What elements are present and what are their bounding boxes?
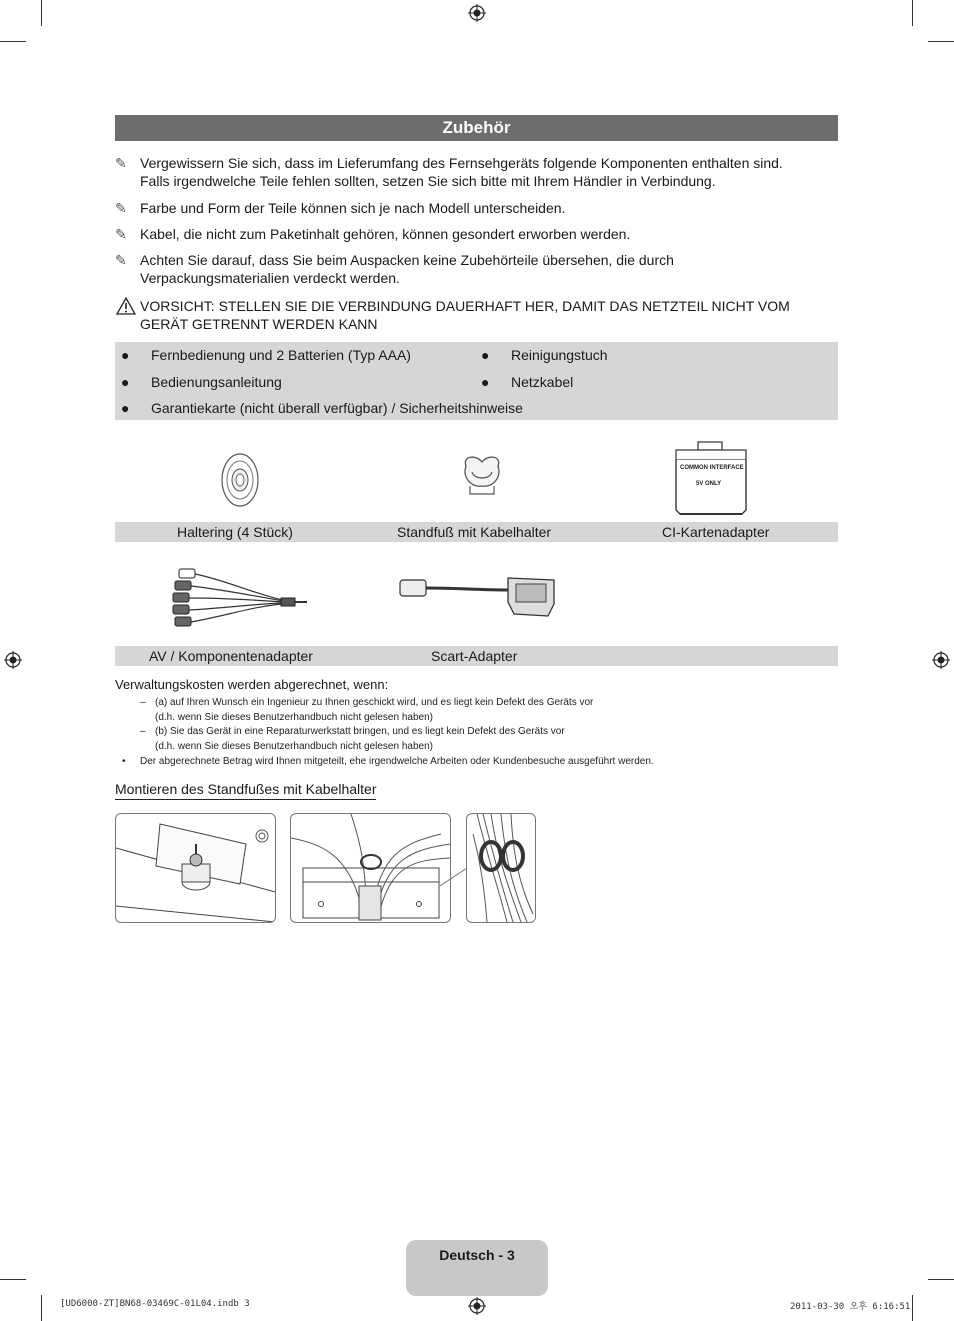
warning-line: VORSICHT: STELLEN SIE DIE VERBINDUNG DAUERHAFT HER, DAMIT DAS NETZTEIL NICHT VOM [140, 298, 790, 314]
cost-item-line: (b) Sie das Gerät in eine Reparaturwerkstatt bringen, und es liegt kein Defekt des Geräts vor [155, 726, 565, 737]
list-item: ● Reinigungstuch [481, 347, 608, 363]
section-title: Zubehör [115, 115, 838, 141]
crop-mark [41, 1295, 42, 1321]
footer-timestamp: 2011-03-30 오후 6:16:51 [790, 1302, 911, 1312]
pencil-note-icon: ✎ [115, 155, 127, 171]
crop-mark [0, 41, 26, 42]
pencil-note-icon: ✎ [115, 200, 127, 216]
cost-item-line: (a) auf Ihren Wunsch ein Ingenieur zu Ihnen geschickt wird, und es liegt kein Defekt des Geräts vor [155, 697, 594, 708]
bullet: ● [481, 347, 490, 363]
accessory-label-bar [115, 646, 838, 666]
cost-final-note: Der abgerechnete Betrag wird Ihnen mitgeteilt, ehe irgendwelche Arbeiten oder Kundenbesuche ausgeführt werden. [140, 756, 654, 767]
cost-item-line: (d.h. wenn Sie dieses Benutzerhandbuch nicht gelesen haben) [155, 741, 433, 752]
note-line: Kabel, die nicht zum Paketinhalt gehören, können gesondert erworben werden. [140, 226, 631, 242]
footer-file-info: [UD6000-ZT]BN68-03469C-01L04.indb 3 [60, 1299, 250, 1309]
accessory-label: Standfuß mit Kabelhalter [397, 524, 552, 540]
note-line: Achten Sie darauf, dass Sie beim Auspacken keine Zubehörteile übersehen, die durch [140, 252, 674, 268]
dash: – [140, 697, 146, 708]
ci-adapter-print: COMMON INTERFACE [680, 465, 744, 471]
registration-mark-icon [468, 1297, 486, 1315]
bullet: ● [121, 347, 130, 363]
pencil-note-icon: ✎ [115, 226, 127, 242]
stand-with-cable-holder-illustration [458, 452, 506, 500]
registration-mark-icon [932, 651, 950, 669]
stand-mounting-illustration [116, 814, 275, 922]
note-line: Vergewissern Sie sich, dass im Lieferumfang des Fernsehgeräts folgende Komponenten enthalten sind. [140, 155, 783, 171]
cable-routing-illustration [291, 814, 450, 922]
page-number-tab [406, 1240, 548, 1296]
warning [115, 297, 845, 333]
accessory-label: CI-Kartenadapter [662, 524, 770, 540]
subsection-title: Montieren des Standfußes mit Kabelhalter [115, 780, 376, 800]
bullet: ● [481, 374, 490, 390]
note [115, 199, 840, 217]
registration-mark-icon [4, 651, 22, 669]
page-label: Deutsch - 3 [439, 1247, 515, 1263]
pencil-note-icon: ✎ [115, 252, 127, 268]
list-item: ● Bedienungsanleitung [121, 374, 282, 390]
assembly-figure-3 [466, 813, 536, 923]
bullet: • [122, 756, 126, 767]
warning-line: GERÄT GETRENNT WERDEN KANN [140, 316, 378, 332]
list-item: ● Garantiekarte (nicht überall verfügbar) / Sicherheitshinweise [121, 400, 523, 416]
note [115, 225, 840, 243]
costs-intro: Verwaltungskosten werden abgerechnet, wenn: [115, 677, 389, 692]
holder-ring-illustration [218, 452, 262, 508]
note-line: Verpackungsmaterialien verdeckt werden. [140, 270, 400, 286]
cable-holder-detail-illustration [467, 814, 535, 922]
crop-mark [0, 1279, 26, 1280]
bullet: ● [121, 374, 130, 390]
scart-adapter-illustration [398, 574, 558, 622]
list-item: ● Netzkabel [481, 374, 574, 390]
dash: – [140, 726, 146, 737]
note [115, 251, 840, 287]
note-line: Farbe und Form der Teile können sich je nach Modell unterscheiden. [140, 200, 566, 216]
cost-item-line: (d.h. wenn Sie dieses Benutzerhandbuch nicht gelesen haben) [155, 712, 433, 723]
crop-mark [928, 41, 954, 42]
bullet: ● [121, 400, 130, 416]
assembly-figure-1 [115, 813, 276, 923]
warning-triangle-icon [116, 297, 136, 315]
accessory-label-bar [115, 522, 838, 542]
crop-mark [41, 0, 42, 26]
accessory-label: AV / Komponentenadapter [149, 648, 313, 664]
note [115, 154, 840, 190]
registration-mark-icon [468, 4, 486, 22]
assembly-figure-2 [290, 813, 451, 923]
av-component-adapter-illustration [165, 566, 313, 638]
crop-mark [912, 1295, 913, 1321]
accessory-label: Haltering (4 Stück) [177, 524, 293, 540]
accessory-label: Scart-Adapter [431, 648, 518, 664]
crop-mark [912, 0, 913, 26]
list-item: ● Fernbedienung und 2 Batterien (Typ AAA) [121, 347, 411, 363]
crop-mark [928, 1279, 954, 1280]
ci-adapter-print: 5V ONLY [696, 481, 722, 487]
note-line: Falls irgendwelche Teile fehlen sollten, setzen Sie sich bitte mit Ihrem Händler in Verbindung. [140, 173, 716, 189]
